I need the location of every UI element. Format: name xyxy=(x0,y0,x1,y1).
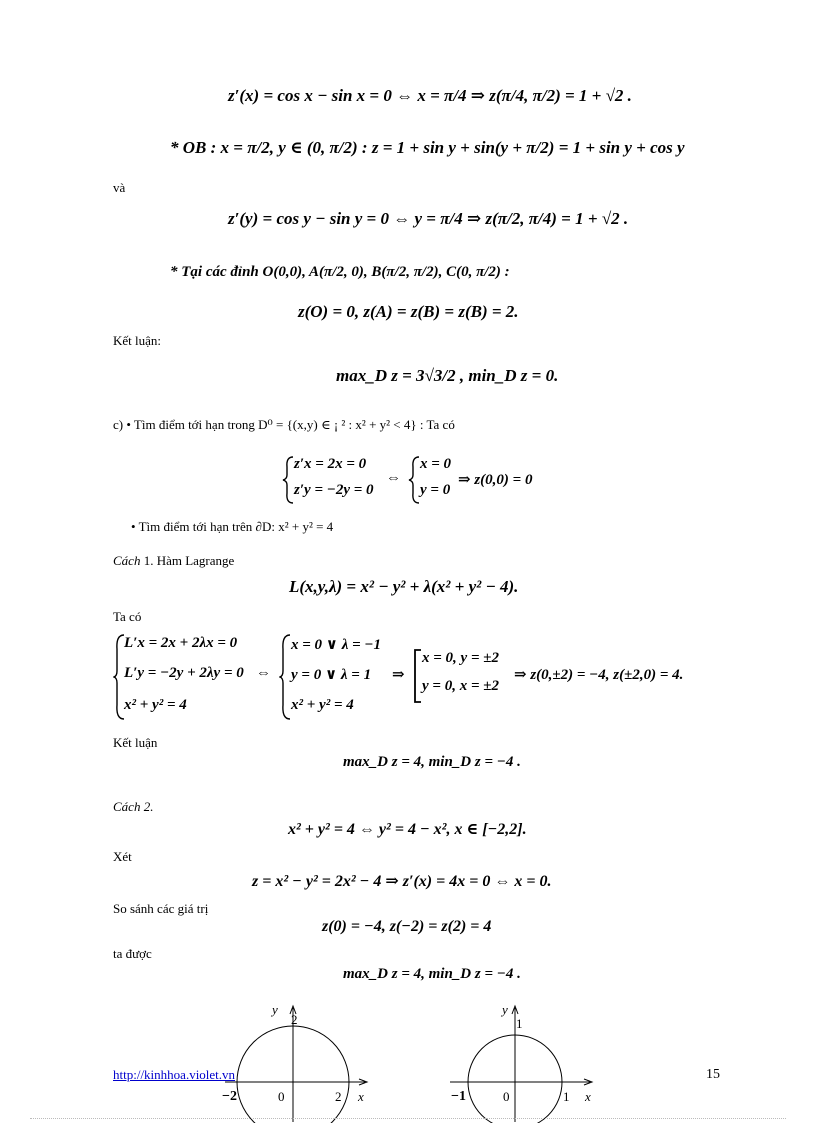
eq-z-prime-y: z′(y) = cos y − sin y = 0 ⇔ y = π/4 ⇒ z(π/2, π/4) = 1 + √2 . xyxy=(228,209,629,228)
cach-1-rest: 1. Hàm Lagrange xyxy=(140,553,235,568)
page-number: 15 xyxy=(706,1067,720,1082)
text-ket-luan-1: Kết luận: xyxy=(113,333,162,348)
eq-lx: L′x = 2x + 2λx = 0 xyxy=(124,635,238,651)
eq-z-values: z(O) = 0, z(A) = z(B) = z(B) = 2. xyxy=(298,302,519,321)
eq-sol-1: x = 0, y = ±2 xyxy=(422,650,499,666)
eq-constraint-1: x² + y² = 4 xyxy=(124,697,187,713)
eq-vertices: * Tại các đỉnh O(0,0), A(π/2, 0), B(π/2, π/2), C(0, π/2) : xyxy=(170,264,510,280)
eq-ly: L′y = −2y + 2λy = 0 xyxy=(124,665,244,681)
left-label: −2 xyxy=(222,1089,237,1104)
eq-lagrange: L(x,y,λ) = x² − y² + λ(x² + y² − 4). xyxy=(289,577,519,596)
brace-system-1 xyxy=(282,455,294,505)
text-ta-duoc: ta được xyxy=(113,946,152,961)
circle-graph-radius-2 xyxy=(220,998,380,1123)
eq-x0-or-lam: x = 0 ∨ λ = −1 xyxy=(291,637,382,653)
text-cach-1 xyxy=(113,553,234,569)
text-ket-luan-2: Kết luận xyxy=(113,735,158,750)
eq-sol-2: y = 0, x = ±2 xyxy=(422,678,499,694)
footer-link[interactable]: http://kinhhoa.violet.vn xyxy=(113,1067,236,1082)
eq-z-substitute: z = x² − y² = 2x² − 4 ⇒ z′(x) = 4x = 0 ⇔ x = 0. xyxy=(252,873,552,890)
top-label: 1 xyxy=(516,1016,523,1031)
equiv-2: ⇔ xyxy=(256,665,271,681)
eq-max-min-3: max_D z = 4, min_D z = −4 . xyxy=(343,966,521,982)
eq-zx: z′x = 2x = 0 xyxy=(294,456,367,472)
brace-system-2 xyxy=(408,455,420,505)
eq-z-boundary: ⇒ z(0,±2) = −4, z(±2,0) = 4. xyxy=(514,667,684,683)
text-xet: Xét xyxy=(113,849,132,864)
right-label: 1 xyxy=(563,1089,570,1104)
eq-max-min-2: max_D z = 4, min_D z = −4 . xyxy=(343,754,521,770)
right-label: 2 xyxy=(335,1089,342,1104)
cach-word: Cách xyxy=(113,553,141,568)
bottom-divider xyxy=(30,1118,786,1119)
y-label: y xyxy=(272,1002,278,1017)
eq-y0-or-lam: y = 0 ∨ λ = 1 xyxy=(291,667,372,683)
text-cach-2: Cách 2. xyxy=(113,799,154,814)
eq-compare: z(0) = −4, z(−2) = z(2) = 4 xyxy=(322,918,492,935)
circle-graph-radius-1 xyxy=(445,998,605,1123)
eq-ob-edge: * OB : x = π/2, y ∈ (0, π/2) : z = 1 + sin y + sin(y + π/2) = 1 + sin y + cos y xyxy=(170,138,685,157)
x-label: x xyxy=(585,1089,591,1104)
text-part-c: c) • Tìm điểm tới hạn trong D⁰ = {(x,y) ∈ ¡ ² : x² + y² < 4} : Ta có xyxy=(113,417,455,432)
eq-constraint-2: x² + y² = 4 xyxy=(291,697,354,713)
bracket-solution xyxy=(412,648,422,704)
eq-x0: x = 0 xyxy=(420,456,452,472)
top-label: 2 xyxy=(291,1012,298,1027)
eq-y0: y = 0 xyxy=(420,482,451,498)
eq-zy: z′y = −2y = 0 xyxy=(294,482,374,498)
eq-z-prime-x: z′(x) = cos x − sin x = 0 ⇔ x = π/4 ⇒ z(π/4, π/2) = 1 + √2 . xyxy=(228,86,632,105)
text-and: và xyxy=(113,180,126,195)
y-label: y xyxy=(502,1002,508,1017)
left-label: −1 xyxy=(451,1089,466,1104)
equiv-1: ⇔ xyxy=(386,470,401,486)
eq-z00: ⇒ z(0,0) = 0 xyxy=(458,472,533,488)
implies-1: ⇒ xyxy=(392,667,405,683)
text-so-sanh: So sánh các giá trị xyxy=(113,901,209,916)
text-boundary: • Tìm điểm tới hạn trên ∂D: x² + y² = 4 xyxy=(131,519,334,534)
brace-lagrange-2 xyxy=(279,633,291,721)
text-ta-co: Ta có xyxy=(113,609,142,624)
eq-circle: x² + y² = 4 ⇔ y² = 4 − x², x ∈ [−2,2]. xyxy=(288,821,527,838)
x-label: x xyxy=(358,1089,364,1104)
eq-max-min-1: max_D z = 3√3/2 , min_D z = 0. xyxy=(336,366,559,385)
origin-label: 0 xyxy=(503,1089,510,1104)
origin-label: 0 xyxy=(278,1089,285,1104)
